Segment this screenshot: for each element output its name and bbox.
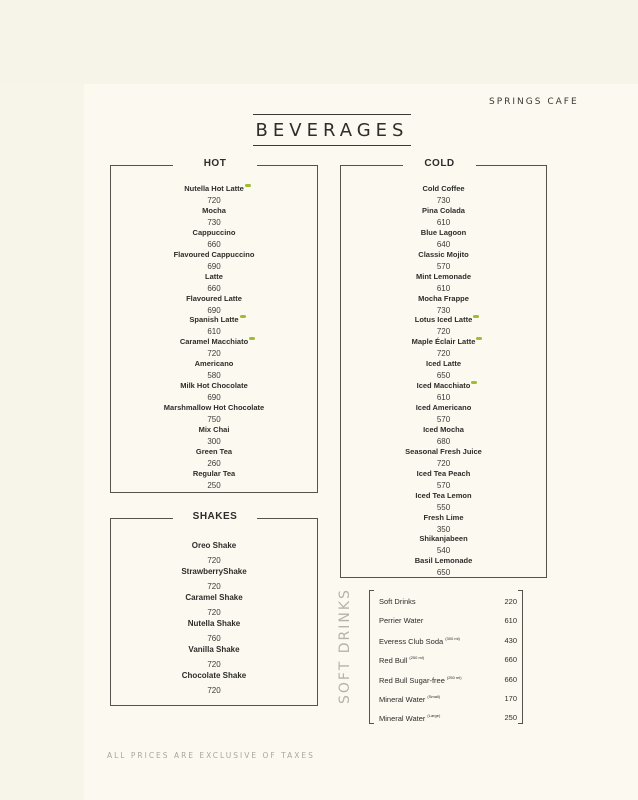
item-name: StrawberryShake bbox=[181, 567, 247, 576]
item-price: 720 bbox=[436, 327, 451, 337]
tax-footnote: ALL PRICES ARE EXCLUSIVE OF TAXES bbox=[107, 751, 315, 760]
item-name-text: Mineral Water bbox=[379, 714, 426, 724]
item-name: Blue Lagoon bbox=[420, 227, 467, 237]
item-name: Chocolate Shake bbox=[181, 671, 247, 680]
item-price: 720 bbox=[207, 582, 221, 591]
shake-item bbox=[111, 593, 317, 618]
item-name: Americano bbox=[194, 359, 234, 369]
item-name bbox=[379, 694, 440, 704]
item-name: Iced Tea Peach bbox=[416, 468, 471, 478]
item-name-text: Soft Drinks bbox=[379, 597, 416, 606]
item-price: 610 bbox=[436, 393, 451, 403]
hot-top-rule-left bbox=[111, 165, 173, 166]
item-name: Mix Chai bbox=[198, 424, 230, 434]
cold-section bbox=[340, 158, 547, 578]
item-note: (250 ml) bbox=[409, 655, 425, 661]
item-price: 570 bbox=[436, 261, 451, 271]
item-price: 730 bbox=[436, 305, 451, 315]
item-price: 690 bbox=[207, 393, 221, 403]
item-price: 580 bbox=[207, 371, 221, 381]
item-price: 170 bbox=[504, 694, 517, 703]
item-name-text: Everess Club Soda bbox=[379, 636, 444, 646]
item-name: Maple Éclair Latte bbox=[412, 338, 476, 346]
item-name: Caramel Macchiato bbox=[180, 338, 248, 346]
title-rule bbox=[253, 114, 411, 146]
item-price: 570 bbox=[436, 415, 451, 424]
item-name: Iced Latte bbox=[425, 359, 461, 369]
item-price: 350 bbox=[436, 524, 451, 534]
item-name bbox=[379, 655, 424, 665]
leaf-icon bbox=[249, 337, 255, 340]
item-price: 610 bbox=[504, 616, 517, 626]
soft-drinks-section bbox=[369, 590, 523, 724]
item-price: 750 bbox=[207, 415, 221, 424]
item-name: Seasonal Fresh Juice bbox=[405, 446, 482, 456]
item-name-text: Mineral Water bbox=[379, 695, 426, 704]
item-name: Pina Colada bbox=[422, 205, 465, 215]
leaf-icon bbox=[245, 184, 251, 187]
item-note: (Small) bbox=[427, 694, 441, 699]
cold-top-rule-right bbox=[476, 165, 547, 166]
shakes-heading: SHAKES bbox=[192, 511, 238, 522]
leaf-icon bbox=[476, 337, 482, 340]
leaf-icon bbox=[473, 315, 479, 318]
item-name: Caramel Shake bbox=[185, 593, 243, 602]
soft-drink-row bbox=[379, 636, 517, 648]
menu-item bbox=[111, 463, 317, 490]
item-price: 300 bbox=[207, 436, 221, 446]
item-price: 660 bbox=[504, 674, 517, 684]
item-name: Nutella Hot Latte bbox=[184, 185, 244, 193]
soft-drink-row bbox=[379, 597, 517, 609]
item-price: 570 bbox=[436, 480, 451, 490]
item-note: (250 ml) bbox=[446, 674, 462, 680]
cafe-name: SPRINGS CAFE bbox=[489, 97, 579, 107]
item-name: Spanish Latte bbox=[189, 316, 238, 324]
soft-drinks-label: SOFT DRINKS bbox=[337, 588, 353, 704]
item-price: 720 bbox=[207, 686, 221, 695]
item-name bbox=[379, 597, 416, 606]
item-name: Classic Mojito bbox=[418, 249, 469, 259]
item-name: Lotus Iced Latte bbox=[415, 316, 473, 324]
shakes-top-rule-left bbox=[111, 518, 173, 519]
item-price: 430 bbox=[504, 635, 517, 645]
item-price: 650 bbox=[436, 568, 451, 578]
item-price: 650 bbox=[436, 371, 451, 381]
item-name: Iced Mocha bbox=[423, 424, 464, 434]
cold-heading: COLD bbox=[424, 158, 455, 169]
shakes-section bbox=[110, 511, 318, 706]
item-name: Milk Hot Chocolate bbox=[180, 381, 248, 391]
shake-item bbox=[111, 645, 317, 670]
item-name: Mocha bbox=[202, 205, 226, 215]
soft-drinks-bracket-left bbox=[369, 590, 374, 724]
item-price: 660 bbox=[504, 655, 517, 665]
hot-section bbox=[110, 158, 318, 493]
item-price: 610 bbox=[436, 217, 451, 227]
soft-drink-row bbox=[379, 675, 517, 687]
item-price: 660 bbox=[207, 283, 221, 293]
leaf-icon bbox=[471, 381, 477, 384]
item-price: 550 bbox=[436, 502, 451, 512]
item-price: 250 bbox=[504, 713, 517, 723]
shake-item bbox=[111, 671, 317, 696]
leaf-icon bbox=[240, 315, 246, 318]
item-name: Flavoured Cappuccino bbox=[173, 249, 255, 259]
item-name: Iced Tea Lemon bbox=[415, 490, 472, 500]
page-title: BEVERAGES bbox=[255, 119, 409, 141]
item-name: Oreo Shake bbox=[191, 541, 237, 550]
item-name-text: Red Bull bbox=[379, 656, 408, 666]
item-price: 680 bbox=[436, 436, 451, 446]
menu-item bbox=[341, 550, 546, 577]
item-name: Basil Lemonade bbox=[414, 556, 473, 566]
item-price: 720 bbox=[207, 608, 221, 617]
item-name: Cappuccino bbox=[192, 227, 236, 237]
item-name: Shikanjabeen bbox=[419, 534, 468, 544]
item-name: Vanilla Shake bbox=[188, 645, 240, 654]
item-name: Mint Lemonade bbox=[415, 271, 471, 281]
item-price: 640 bbox=[436, 239, 451, 249]
item-name: Flavoured Latte bbox=[186, 293, 242, 303]
item-name: Mocha Frappe bbox=[418, 293, 469, 303]
cold-top-rule-left bbox=[341, 165, 403, 166]
item-price: 720 bbox=[436, 349, 451, 359]
soft-drinks-bracket-right bbox=[518, 590, 523, 724]
soft-drink-row bbox=[379, 616, 517, 628]
hot-heading: HOT bbox=[203, 158, 227, 169]
item-price: 690 bbox=[207, 305, 221, 315]
item-name: Iced Macchiato bbox=[417, 382, 471, 390]
item-name: Fresh Lime bbox=[423, 512, 464, 522]
item-price: 540 bbox=[436, 546, 451, 556]
item-name: Nutella Shake bbox=[187, 619, 241, 628]
item-price: 760 bbox=[207, 634, 221, 643]
item-price: 730 bbox=[207, 217, 221, 227]
top-margin bbox=[0, 0, 638, 84]
item-note: (Large) bbox=[427, 713, 441, 719]
item-price: 690 bbox=[207, 261, 221, 271]
item-name-text: Perrier Water bbox=[379, 616, 424, 626]
item-name-text: Red Bull Sugar-free bbox=[379, 675, 445, 685]
shake-item bbox=[111, 567, 317, 592]
item-price: 720 bbox=[207, 349, 221, 359]
item-price: 610 bbox=[436, 283, 451, 293]
item-name: Cold Coffee bbox=[422, 184, 465, 193]
item-name bbox=[379, 675, 462, 685]
item-price: 720 bbox=[207, 556, 221, 565]
shakes-top-rule-right bbox=[257, 518, 318, 519]
item-price: 660 bbox=[207, 239, 221, 249]
soft-drink-row bbox=[379, 694, 517, 706]
hot-top-rule-right bbox=[257, 165, 318, 166]
item-price: 720 bbox=[436, 458, 451, 468]
item-price: 250 bbox=[207, 480, 221, 490]
item-price: 260 bbox=[207, 458, 221, 468]
item-price: 220 bbox=[504, 597, 517, 606]
soft-drink-row bbox=[379, 713, 517, 725]
item-name: Regular Tea bbox=[192, 468, 236, 478]
item-name bbox=[379, 713, 440, 723]
item-price: 720 bbox=[207, 196, 221, 205]
item-name: Marshmallow Hot Chocolate bbox=[163, 403, 265, 412]
item-price: 610 bbox=[207, 327, 221, 337]
item-note: (300 ml) bbox=[445, 635, 460, 641]
item-name: Green Tea bbox=[195, 446, 233, 456]
item-name bbox=[379, 636, 460, 646]
item-name bbox=[379, 616, 423, 625]
shake-item bbox=[111, 619, 317, 644]
item-name: Iced Americano bbox=[415, 403, 472, 412]
item-price: 720 bbox=[207, 660, 221, 669]
soft-drink-row bbox=[379, 655, 517, 667]
item-name: Latte bbox=[205, 271, 223, 281]
item-price: 730 bbox=[436, 196, 451, 205]
shake-item bbox=[111, 541, 317, 566]
